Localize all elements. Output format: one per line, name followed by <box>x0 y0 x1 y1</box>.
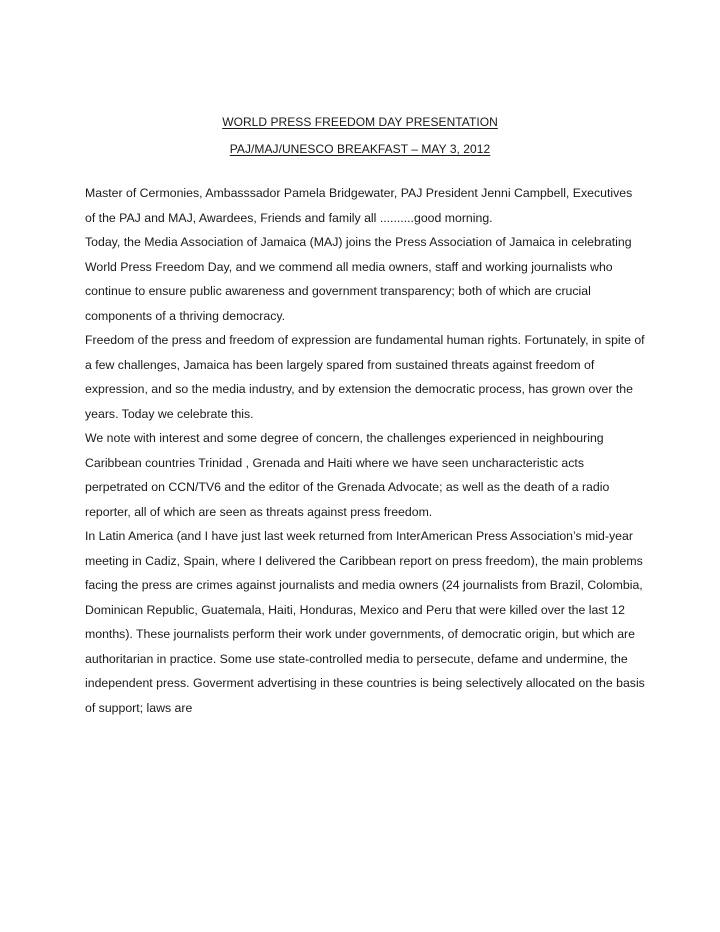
document-subtitle: PAJ/MAJ/UNESCO BREAKFAST – MAY 3, 2012 <box>229 142 491 156</box>
document-body <box>85 181 645 720</box>
paragraph-caribbean-concerns: We note with interest and some degree of concern, the challenges experienced in neighbouring Caribbean countries Trinidad , Grenada and Haiti where we have seen uncharacteristic acts perpetrated on CCN/TV6 and the editor of the Grenada Advocate; as well as the death of a radio reporter, all of which are seen as threats against press freedom. <box>85 431 610 519</box>
title-block <box>0 109 720 163</box>
paragraph-maj-celebration: Today, the Media Association of Jamaica (MAJ) joins the Press Association of Jamaica in celebrating World Press Freedom Day, and we commend all media owners, staff and working journalists who continue to ensure public awareness and government transparency; both of which are crucial components of a thriving democracy. <box>85 235 632 323</box>
document-title: WORLD PRESS FREEDOM DAY PRESENTATION <box>222 115 498 129</box>
paragraph-freedom-rights: Freedom of the press and freedom of expression are fundamental human rights. Fortunately, in spite of a few challenges, Jamaica has been largely spared from sustained threats against freedom of expression, and so the media industry, and by extension the democratic process, has grown over the years. Today we celebrate this. <box>85 333 645 421</box>
paragraph-latin-america: In Latin America (and I have just last week returned from InterAmerican Press Association’s mid-year meeting in Cadiz, Spain, where I delivered the Caribbean report on press freedom), the main problems facing the press are crimes against journalists and media owners (24 journalists from Brazil, Colombia, Dominican Republic, Guatemala, Haiti, Honduras, Mexico and Peru that were killed over the last 12 months). These journalists perform their work under governments, of democratic origin, but which are authoritarian in practice. Some use state-controlled media to persecute, defame and undermine, the independent press. Goverment advertising in these countries is being selectively allocated on the basis of support; laws are <box>85 529 645 715</box>
paragraph-salutation: Master of Cermonies, Ambasssador Pamela Bridgewater, PAJ President Jenni Campbell, Executives of the PAJ and MAJ, Awardees, Friends and family all ..........good morning. <box>85 186 633 225</box>
